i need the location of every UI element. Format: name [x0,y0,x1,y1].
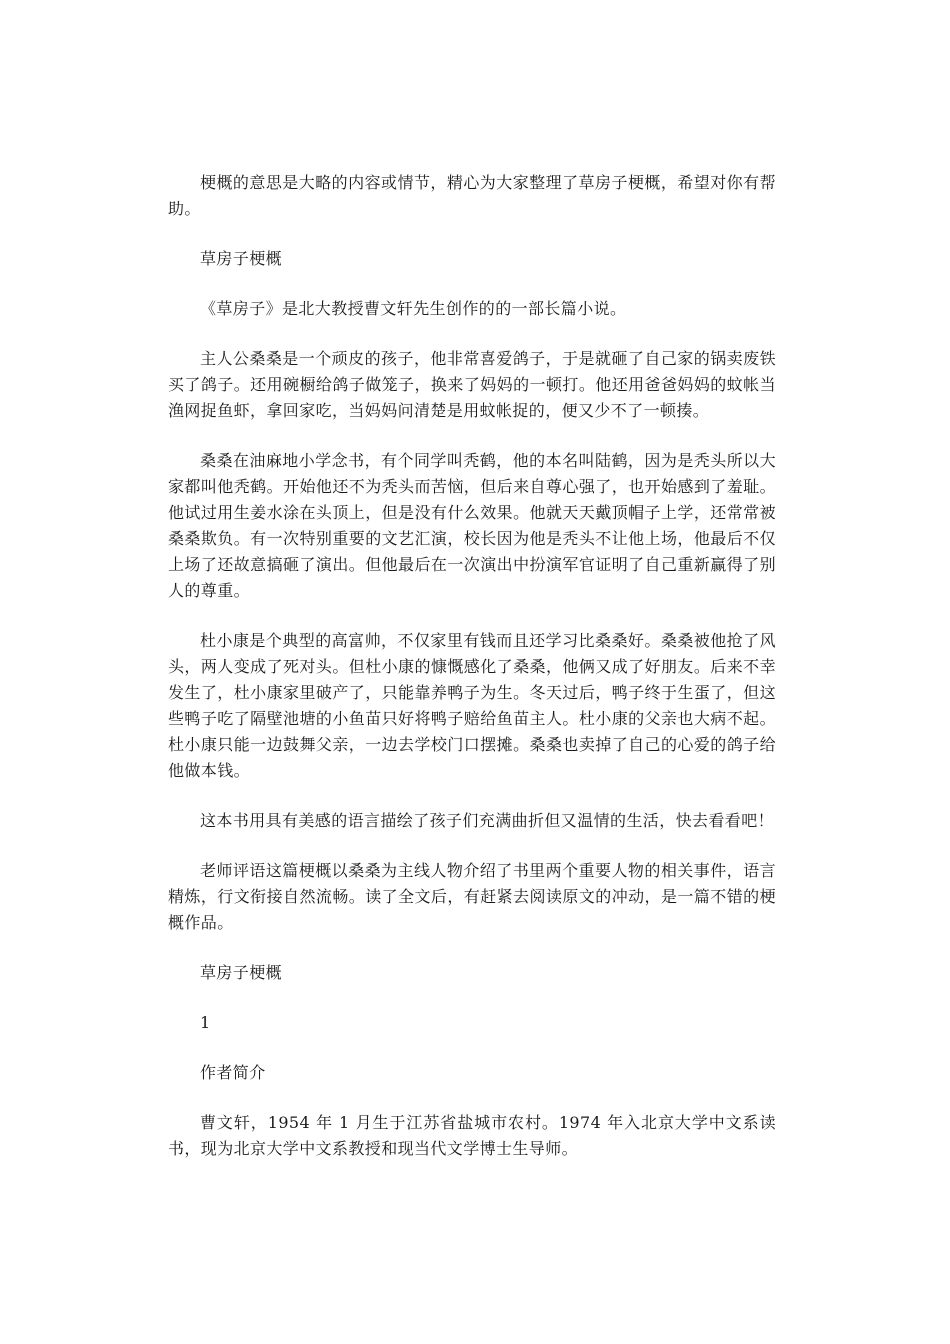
document-body [168,170,776,1186]
section-number: 1 [200,1013,211,1032]
book-intro-paragraph: 《草房子》是北大教授曹文轩先生创作的的一部长篇小说。 [200,299,627,318]
teacher-comment-paragraph: 老师评语这篇梗概以桑桑为主线人物介绍了书里两个重要人物的相关事件，语言精炼，行文衔接自然流畅。读了全文后，有赶紧去阅读原文的冲动，是一篇不错的梗概作品。 [168,861,776,932]
section-heading: 草房子梗概 [200,963,283,982]
body-paragraph: 主人公桑桑是一个顽皮的孩子，他非常喜爱鸽子，于是就砸了自己家的锅卖废铁买了鸽子。还用碗橱给鸽子做笼子，换来了妈妈的一顿打。他还用爸爸妈妈的蚊帐当渔网捉鱼虾，拿回家吃，当妈妈问清楚是用蚊帐捉的，便又少不了一顿揍。 [168,349,776,420]
author-heading: 作者简介 [200,1063,266,1082]
body-paragraph: 这本书用具有美感的语言描绘了孩子们充满曲折但又温情的生活，快去看看吧！ [200,811,775,830]
author-bio-paragraph: 曹文轩，1954 年 1 月生于江苏省盐城市农村。1974 年入北京大学中文系读书，现为北京大学中文系教授和现当代文学博士生导师。 [168,1113,776,1158]
section-heading: 草房子梗概 [200,249,283,268]
body-paragraph: 桑桑在油麻地小学念书，有个同学叫秃鹤，他的本名叫陆鹤，因为是秃头所以大家都叫他秃鹤。开始他还不为秃头而苦恼，但后来自尊心强了，也开始感到了羞耻。他试过用生姜水涂在头顶上，但是没有什么效果。他就天天戴顶帽子上学，还常常被桑桑欺负。有一次特别重要的文艺汇演，校长因为他是秃头不让他上场，他最后不仅上场了还故意搞砸了演出。但他最后在一次演出中扮演军官证明了自己重新赢得了别人的尊重。 [168,451,776,600]
body-paragraph: 杜小康是个典型的高富帅，不仅家里有钱而且还学习比桑桑好。桑桑被他抢了风头，两人变成了死对头。但杜小康的慷慨感化了桑桑，他俩又成了好朋友。后来不幸发生了，杜小康家里破产了，只能靠养鸭子为生。冬天过后，鸭子终于生蛋了，但这些鸭子吃了隔壁池塘的小鱼苗只好将鸭子赔给鱼苗主人。杜小康的父亲也大病不起。杜小康只能一边鼓舞父亲，一边去学校门口摆摊。桑桑也卖掉了自己的心爱的鸽子给他做本钱。 [168,631,776,780]
intro-paragraph: 梗概的意思是大略的内容或情节，精心为大家整理了草房子梗概，希望对你有帮助。 [168,173,776,218]
